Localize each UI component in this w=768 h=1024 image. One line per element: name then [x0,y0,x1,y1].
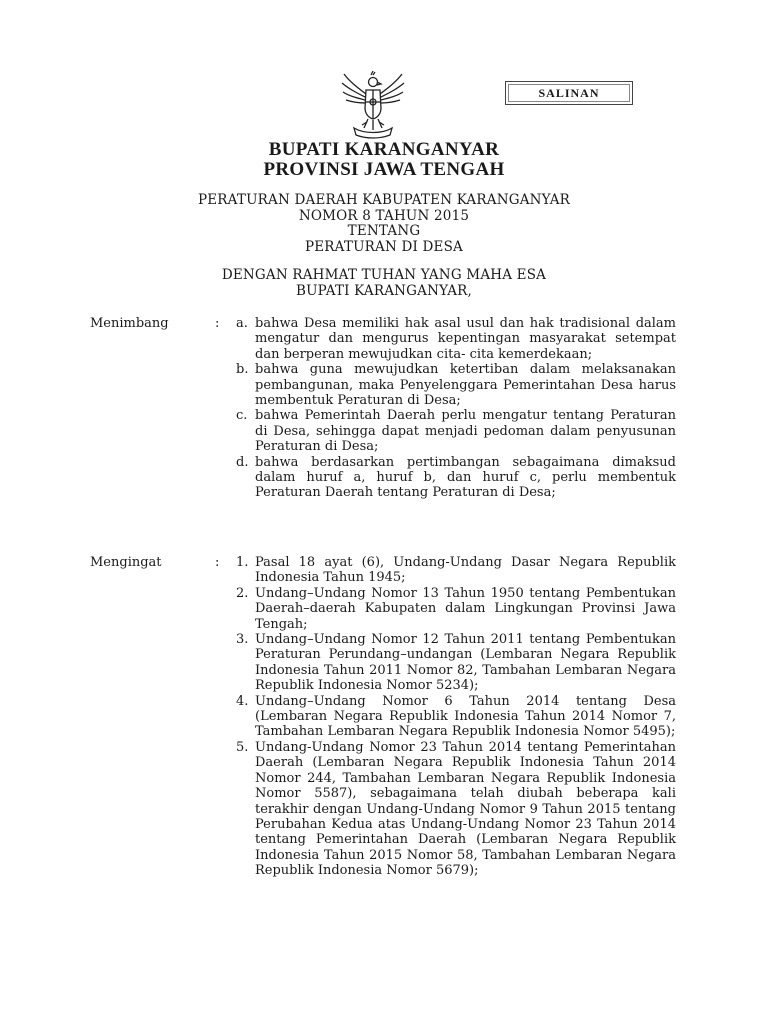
item-text: Undang–Undang Nomor 6 Tahun 2014 tentang Desa (Lembaran Negara Republik Indonesia Tahun 2014 Nomor 7, Tambahan Lembaran Negara Republik Indonesia Nomor 5495); [255,693,676,740]
issuer-title-line2: PROVINSI JAWA TENGAH [263,159,505,180]
item-marker: 4. [236,693,249,709]
preamble-line1: DENGAN RAHMAT TUHAN YANG MAHA ESA [221,267,547,283]
regulation-line1: PERATURAN DAERAH KABUPATEN KARANGANYAR [197,192,571,208]
list-item [236,694,676,740]
section-colon: : [215,555,220,570]
item-marker: 1. [236,555,249,570]
item-marker: d. [236,454,249,470]
menimbang-list [236,316,676,501]
mengingat-list [236,555,676,879]
garuda-emblem-icon [340,70,406,140]
item-text: Undang–Undang Nomor 12 Tahun 2011 tentang Pembentukan Peraturan Perundang–undangan (Lembaran Negara Republik Indonesia Tahun 2011 Nomor 82, Tambahan Lembaran Negara Republik Indonesia Nomor 5234); [255,632,676,694]
salinan-stamp: SALINAN [505,81,633,105]
list-item [236,555,676,586]
list-item [236,586,676,632]
regulation-line2: NOMOR 8 TAHUN 2015 [298,207,470,224]
list-item [236,362,676,408]
preamble-line2: BUPATI KARANGANYAR, [295,282,472,299]
section-colon: : [215,316,220,331]
item-marker: c. [236,408,248,424]
item-marker: b. [236,362,249,378]
section-label: Menimbang [90,316,169,331]
item-text: Pasal 18 ayat (6), Undang-Undang Dasar Negara Republik Indonesia Tahun 1945; [255,555,676,586]
regulation-title [0,193,768,255]
item-text: Undang-Undang Nomor 23 Tahun 2014 tentang Pemerintahan Daerah (Lembaran Negara Republik Indonesia Tahun 2014 Nomor 244, Tambahan Lembaran Negara Republik Indonesia Nomor 5587), sebagaimana telah diubah beberapa kali terakhir dengan Undang-Undang Nomor 9 Tahun 2015 tentang Perubahan Kedua atas Undang-Undang Nomor 23 Tahun 2014 tentang Pemerintahan Daerah (Lembaran Negara Republik Indonesia Tahun 2015 Nomor 58, Tambahan Lembaran Negara Republik Indonesia Nomor 5679); [255,739,676,879]
item-marker: 2. [236,585,249,601]
list-item [236,632,676,694]
list-item [236,408,676,454]
list-item [236,740,676,879]
item-text: Undang–Undang Nomor 13 Tahun 1950 tentang Pembentukan Daerah–daerah Kabupaten dalam Lingkungan Provinsi Jawa Tengah; [255,585,676,632]
preamble [0,268,768,299]
item-marker: a. [236,316,248,331]
issuer-title [0,140,768,180]
item-marker: 3. [236,632,249,648]
item-text: bahwa Pemerintah Daerah perlu mengatur tentang Peraturan di Desa, sehingga dapat menjadi pedoman dalam penyusunan Peraturan di Desa; [255,408,676,455]
item-text: bahwa Desa memiliki hak asal usul dan hak tradisional dalam mengatur dan mengurus kepentingan masyarakat setempat dan berperan mewujudkan cita- cita kemerdekaan; [255,316,676,362]
regulation-line3: TENTANG [347,223,421,239]
item-text: bahwa guna mewujudkan ketertiban dalam melaksanakan pembangunan, maka Penyelenggara Pemerintahan Desa harus membentuk Peraturan di Desa; [255,362,676,409]
issuer-title-line1: BUPATI KARANGANYAR [268,139,500,160]
section-label: Mengingat [90,555,162,570]
list-item [236,455,676,501]
item-marker: 5. [236,739,249,755]
list-item [236,316,676,362]
regulation-line4: PERATURAN DI DESA [304,238,464,255]
item-text: bahwa berdasarkan pertimbangan sebagaimana dimaksud dalam huruf a, huruf b, dan huruf c, perlu membentuk Peraturan Daerah tentang Peraturan di Desa; [255,454,676,501]
